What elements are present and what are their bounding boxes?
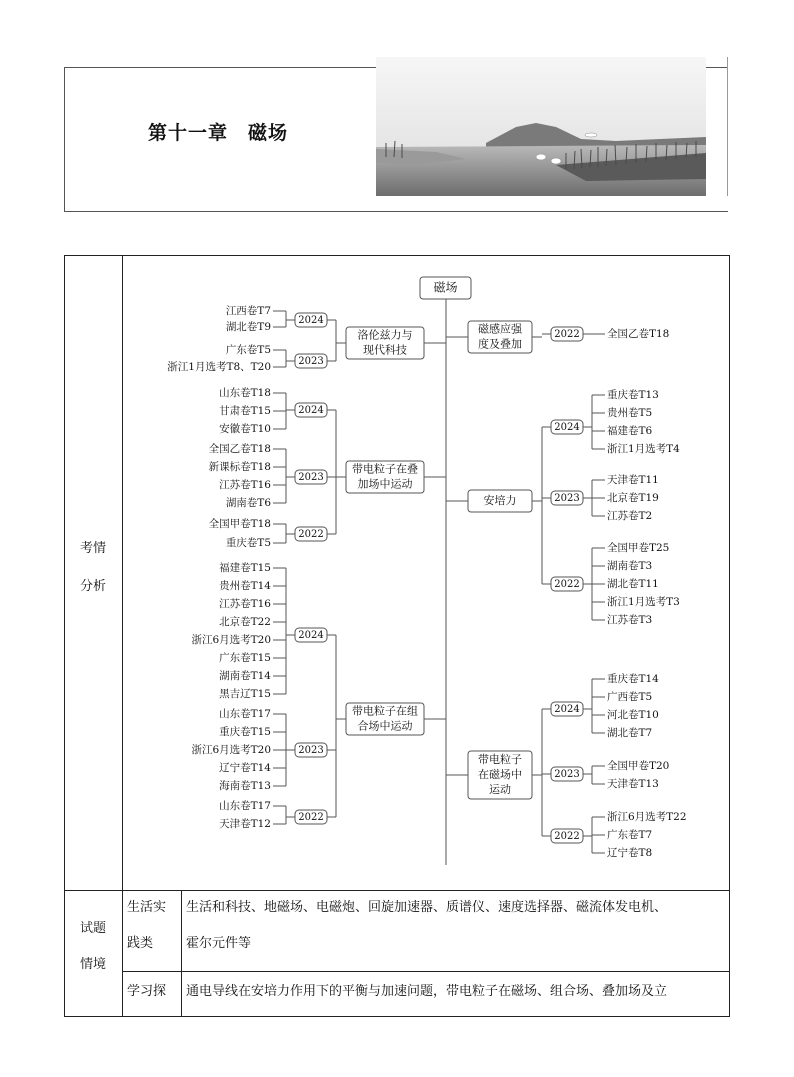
exam-item: 天津卷T13 <box>607 778 659 790</box>
right-topic-node-label: 磁感应强 <box>478 322 522 336</box>
exam-item: 贵州卷T14 <box>219 580 271 592</box>
exam-item: 黑吉辽T15 <box>219 688 271 700</box>
exam-item: 辽宁卷T8 <box>607 847 653 859</box>
exam-item: 北京卷T19 <box>607 492 659 504</box>
year-label: 2022 <box>554 579 580 590</box>
year-label: 2023 <box>298 472 324 483</box>
exam-item: 广东卷T7 <box>607 829 653 841</box>
year-label: 2022 <box>298 812 324 823</box>
exam-item: 重庆卷T13 <box>607 389 659 401</box>
year-label: 2024 <box>298 630 324 641</box>
year-label: 2024 <box>298 315 324 326</box>
exam-item: 重庆卷T15 <box>219 726 271 738</box>
exam-item: 重庆卷T5 <box>225 537 271 549</box>
right-topic-node-label: 安培力 <box>483 494 517 507</box>
exam-item: 江苏卷T2 <box>607 510 653 522</box>
exam-item: 新课标卷T18 <box>208 461 271 473</box>
right-topic-node-label: 运动 <box>489 783 511 796</box>
exam-item: 浙江6月选考T20 <box>191 634 271 646</box>
study-label: 学习探 <box>127 984 167 999</box>
exam-item: 广东卷T5 <box>225 344 271 356</box>
exam-item: 江西卷T7 <box>225 305 271 317</box>
exam-item: 浙江1月选考T8、T20 <box>167 361 271 373</box>
exam-item: 甘肃卷T15 <box>219 405 271 417</box>
study-text: 通电导线在安培力作用下的平衡与加速问题，带电粒子在磁场、组合场、叠加场及立 <box>186 984 668 999</box>
exam-item: 山东卷T17 <box>219 708 271 720</box>
year-label: 2023 <box>298 356 324 367</box>
left-topic-node-label: 带电粒子在叠 <box>352 462 418 476</box>
exam-item: 江苏卷T3 <box>607 614 653 626</box>
left-topic-node-label: 带电粒子在组 <box>352 704 418 718</box>
exam-item: 广东卷T15 <box>219 652 271 664</box>
right-topic-node-label: 度及叠加 <box>478 337 522 351</box>
exam-item: 湖北卷T11 <box>607 578 659 590</box>
year-label: 2023 <box>554 493 580 504</box>
exam-item: 湖南卷T3 <box>607 560 653 572</box>
right-topic-node-label: 在磁场中 <box>478 768 522 781</box>
exam-item: 全国甲卷T18 <box>208 518 271 530</box>
life-text: 生活和科技、地磁场、电磁炮、回旋加速器、质谱仪、速度选择器、磁流体发电机、 霍尔元件等 <box>186 900 668 951</box>
right-topic-node-label: 带电粒子 <box>478 753 522 766</box>
year-label: 2022 <box>554 329 580 340</box>
left-topic-node-label: 现代科技 <box>363 343 407 357</box>
exam-item: 重庆卷T14 <box>607 673 659 685</box>
exam-item: 山东卷T17 <box>219 800 271 812</box>
year-label: 2022 <box>298 529 324 540</box>
exam-item: 全国乙卷T18 <box>208 443 271 455</box>
exam-item: 浙江6月选考T22 <box>607 811 687 823</box>
left-topic-node-label: 洛伦兹力与 <box>357 328 413 342</box>
exam-item: 广西卷T5 <box>607 691 653 703</box>
exam-item: 江苏卷T16 <box>219 598 271 610</box>
exam-item: 浙江6月选考T20 <box>191 744 271 756</box>
exam-item: 辽宁卷T14 <box>219 762 271 774</box>
exam-item: 湖北卷T9 <box>225 321 271 333</box>
exam-item: 天津卷T11 <box>607 474 659 486</box>
exam-item: 贵州卷T5 <box>607 407 653 419</box>
year-label: 2022 <box>554 831 580 842</box>
exam-item: 福建卷T6 <box>607 425 653 437</box>
scenario-label: 试题 情境 <box>80 921 107 972</box>
exam-item: 福建卷T15 <box>219 562 271 574</box>
year-label: 2023 <box>554 769 580 780</box>
exam-item: 河北卷T10 <box>607 709 659 721</box>
root-node-label: 磁场 <box>433 280 458 295</box>
exam-item: 浙江1月选考T4 <box>607 443 680 455</box>
chapter-title: 第十一章 磁场 <box>148 122 289 144</box>
left-topic-node-label: 加场中运动 <box>357 477 413 491</box>
exam-item: 湖北卷T7 <box>607 727 653 739</box>
analysis-label: 考情 分析 <box>80 541 107 594</box>
exam-item: 安徽卷T10 <box>219 423 271 435</box>
exam-item: 湖南卷T6 <box>225 497 271 509</box>
exam-item: 浙江1月选考T3 <box>607 596 680 608</box>
exam-item: 全国乙卷T18 <box>607 328 670 340</box>
exam-item: 全国甲卷T20 <box>607 760 670 772</box>
exam-item: 天津卷T12 <box>219 818 271 830</box>
life-label: 生活实 践类 <box>127 900 167 951</box>
exam-item: 全国甲卷T25 <box>607 542 670 554</box>
exam-item: 江苏卷T16 <box>219 479 271 491</box>
exam-item: 山东卷T18 <box>219 387 271 399</box>
year-label: 2024 <box>298 405 324 416</box>
year-label: 2024 <box>554 704 580 715</box>
left-topic-node-label: 合场中运动 <box>357 719 413 733</box>
year-label: 2024 <box>554 422 580 433</box>
year-label: 2023 <box>298 745 324 756</box>
exam-item: 海南卷T13 <box>219 780 271 792</box>
exam-item: 北京卷T22 <box>219 616 271 628</box>
exam-item: 湖南卷T14 <box>219 670 271 682</box>
